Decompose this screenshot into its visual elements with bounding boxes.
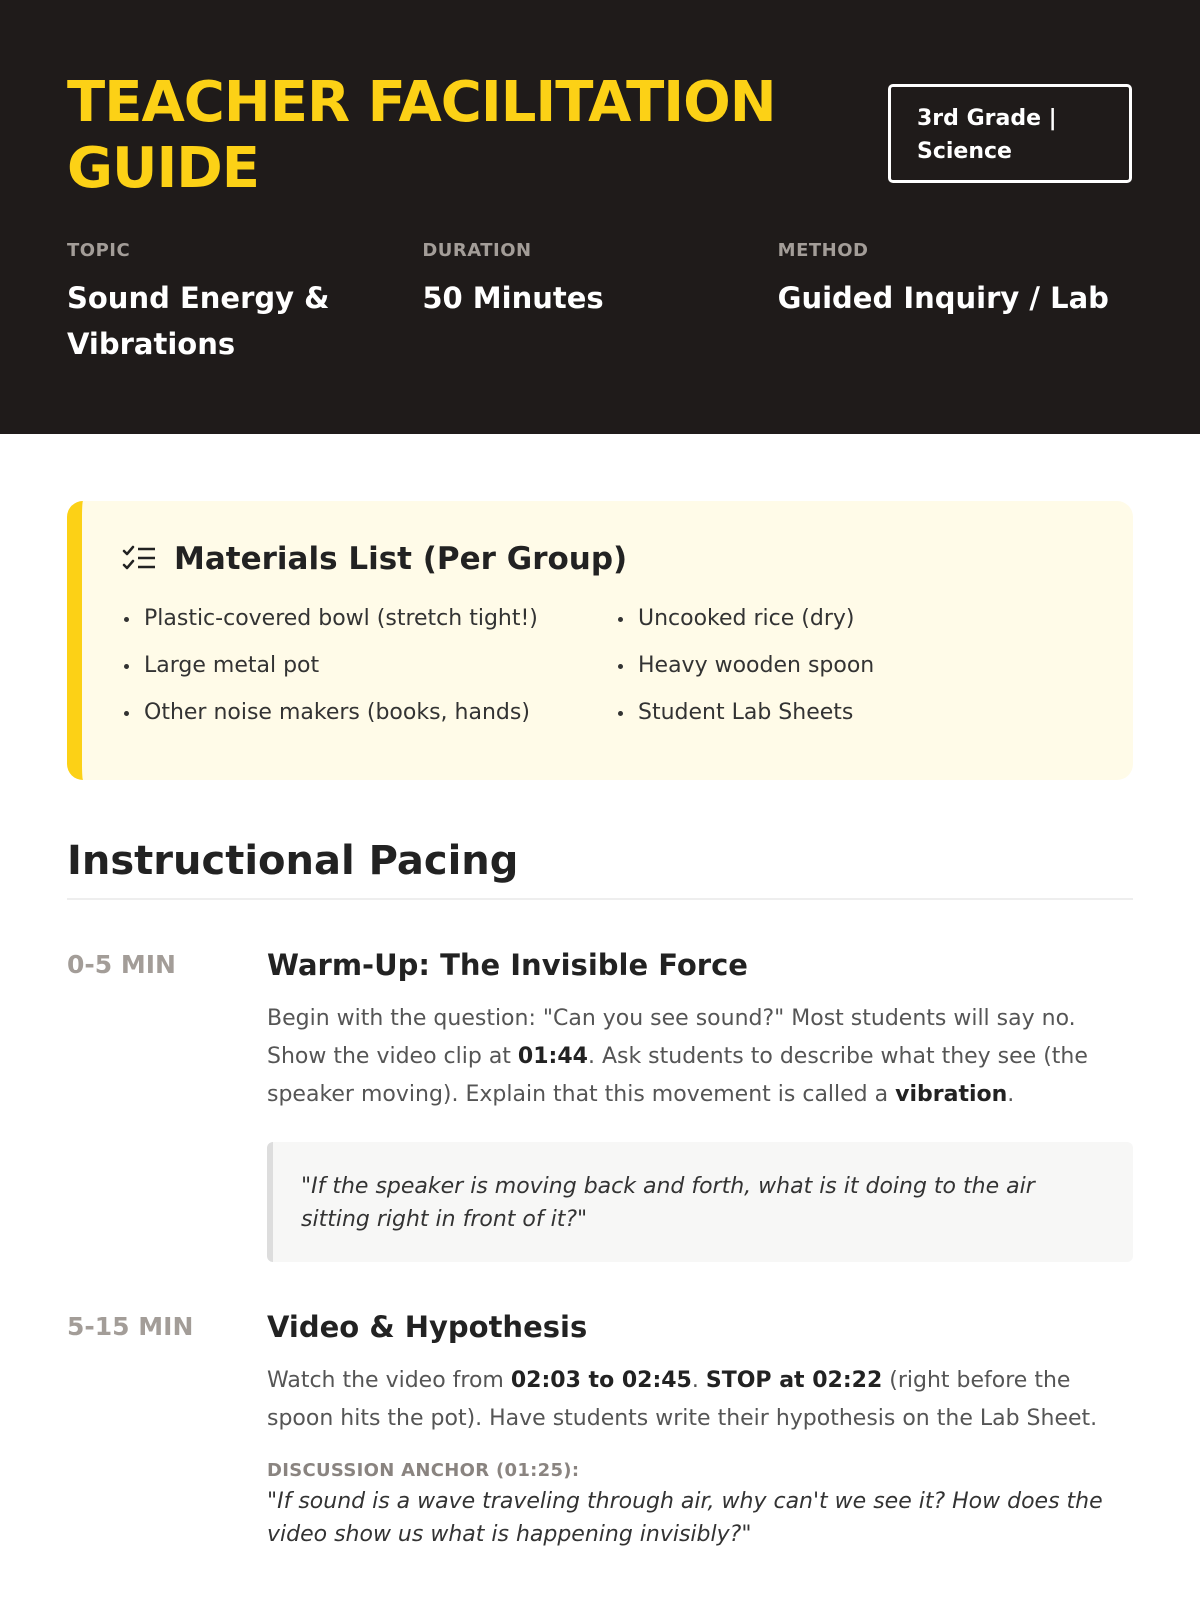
list-item: Heavy wooden spoon <box>616 652 1076 679</box>
pacing-title: Video & Hypothesis <box>267 1310 588 1344</box>
meta-duration <box>422 240 777 367</box>
meta-label: METHOD <box>777 240 869 261</box>
discussion-anchor-quote: "If sound is a wave traveling through air, why can't we see it? How does the video show us what is happening invisibly?" <box>267 1489 1103 1547</box>
text-part: . <box>1007 1082 1015 1107</box>
list-item: Other noise makers (books, hands) <box>122 699 616 726</box>
text-part: Watch the video from <box>267 1368 511 1393</box>
key-term: vibration <box>895 1082 1008 1107</box>
list-item: Uncooked rice (dry) <box>616 605 1076 632</box>
text-part: . Ask students to describe what they see (the speaker moving). Explain that this movement is called a <box>267 1044 1088 1107</box>
grade-badge: 3rd Grade | Science <box>888 84 1132 183</box>
meta-value: Guided Inquiry / Lab <box>777 281 1109 315</box>
text-part: (right before the spoon hits the pot). Have students write their hypothesis on the Lab Sheet. <box>267 1368 1098 1431</box>
pacing-time: 5-15 MIN <box>67 1312 194 1341</box>
prompt-quote: "If the speaker is moving back and forth, what is it doing to the air sitting right in front of it?" <box>267 1142 1133 1262</box>
stop-instruction: STOP at 02:22 <box>705 1368 883 1393</box>
meta-label: DURATION <box>422 240 532 261</box>
pacing-text <box>267 1362 1133 1438</box>
text-part: Begin with the question: "Can you see sound?" Most students will say no. Show the video clip at <box>267 1006 1076 1069</box>
pacing-title: Warm-Up: The Invisible Force <box>267 948 748 982</box>
pacing-block-video <box>67 1310 1133 1551</box>
list-item: Plastic-covered bowl (stretch tight!) <box>122 605 616 632</box>
meta-row <box>67 240 1133 367</box>
list-item: Large metal pot <box>122 652 616 679</box>
materials-card <box>67 501 1133 780</box>
meta-value: 50 Minutes <box>422 281 604 315</box>
page-title: TEACHER FACILITATION GUIDE <box>67 70 776 201</box>
header <box>0 0 1200 434</box>
meta-value: Sound Energy & Vibrations <box>67 281 330 361</box>
pacing-time: 0-5 MIN <box>67 950 176 979</box>
pacing-text <box>267 1000 1133 1114</box>
checklist-icon <box>122 545 156 573</box>
meta-label: TOPIC <box>67 240 131 261</box>
text-part: . <box>691 1368 706 1393</box>
timestamp: 01:44 <box>517 1044 588 1069</box>
main-content <box>0 501 1200 1551</box>
timestamp: 02:03 to 02:45 <box>510 1368 692 1393</box>
materials-title: Materials List (Per Group) <box>174 541 628 577</box>
pacing-body <box>267 1310 1133 1551</box>
discussion-anchor-label: DISCUSSION ANCHOR (01:25): <box>267 1460 580 1481</box>
meta-method <box>778 240 1133 367</box>
pacing-block-warmup <box>67 948 1133 1262</box>
meta-topic <box>67 240 422 367</box>
section-title: Instructional Pacing <box>67 838 1133 900</box>
pacing-body <box>267 948 1133 1262</box>
materials-heading <box>122 541 1093 577</box>
list-item: Student Lab Sheets <box>616 699 1076 726</box>
materials-list <box>122 605 1093 726</box>
